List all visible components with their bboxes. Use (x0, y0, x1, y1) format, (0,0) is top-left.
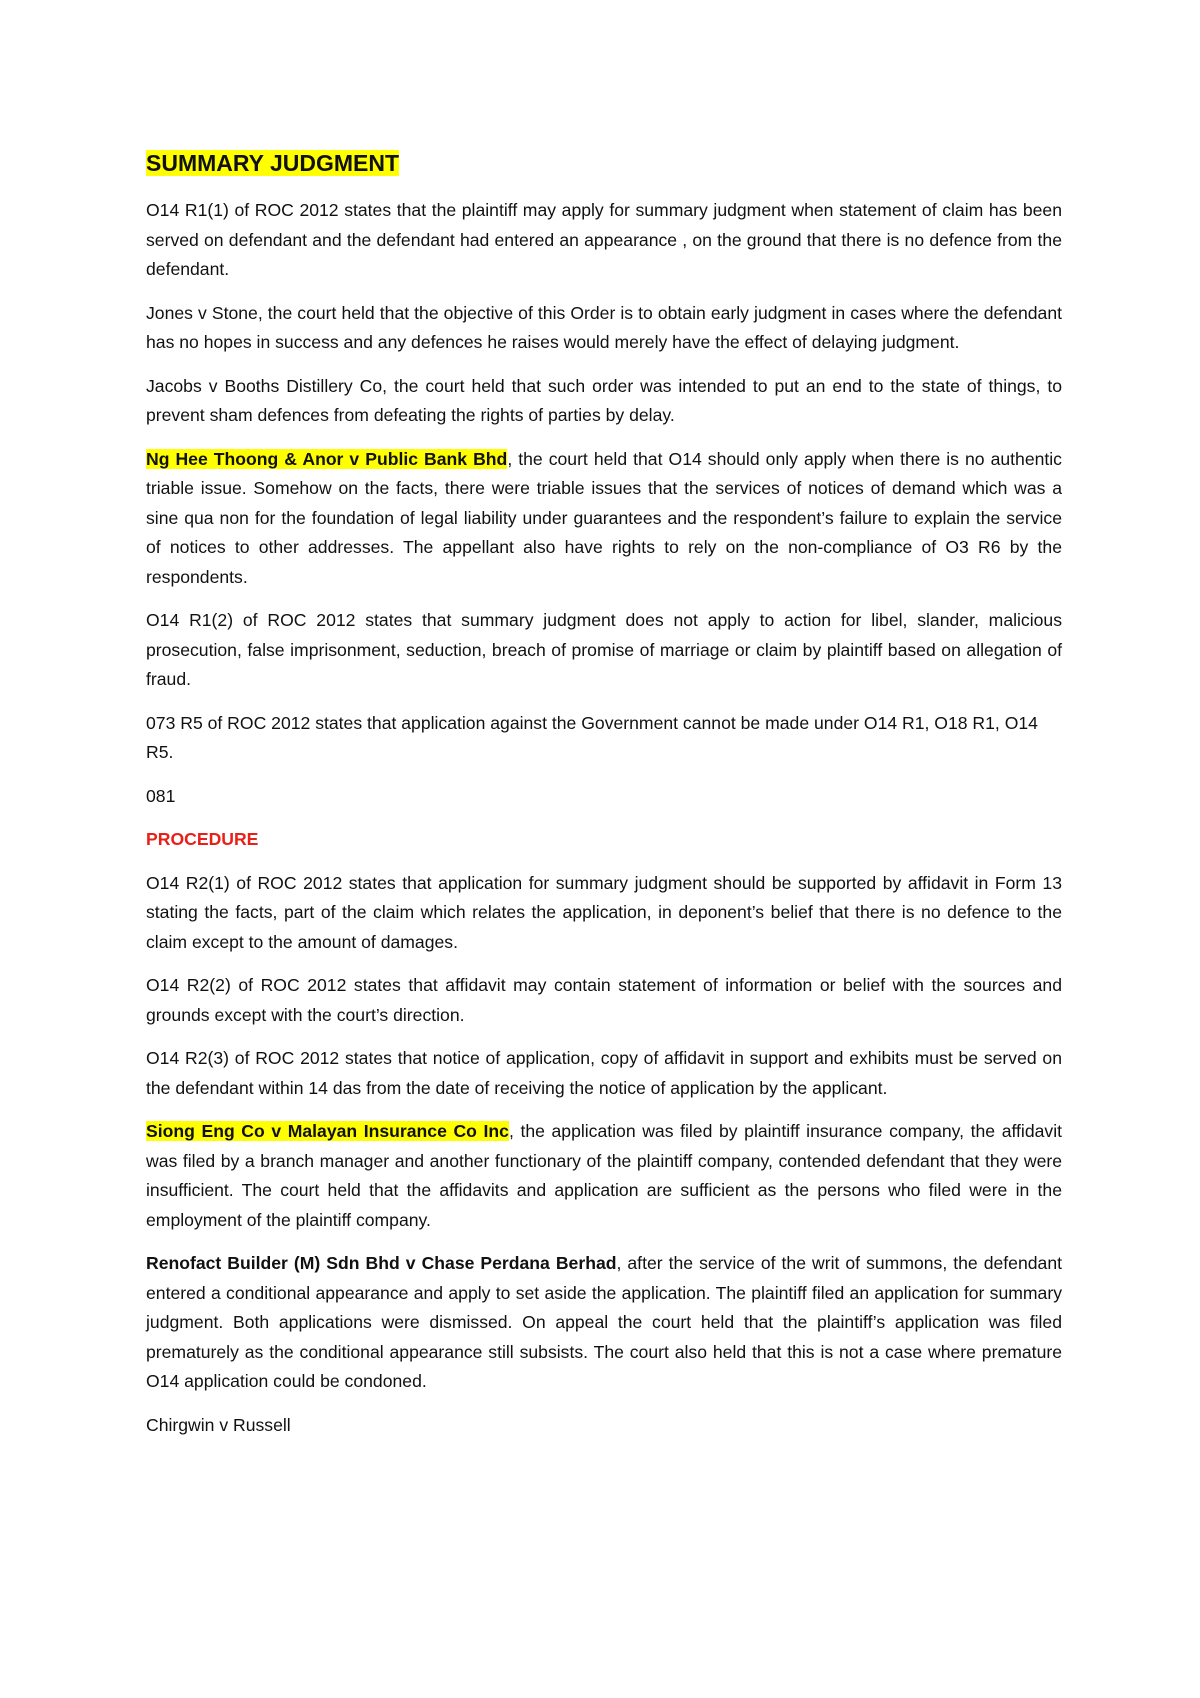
paragraph-ng-hee-thoong (146, 445, 1062, 593)
case-name-ng-hee-thoong: Ng Hee Thoong & Anor v Public Bank Bhd (146, 448, 508, 469)
paragraph-o14-r1-1: O14 R1(1) of ROC 2012 states that the plaintiff may apply for summary judgment when statement of claim has been served on defendant and the defendant had entered an appearance , on the ground that there is no defence from the defendant. (146, 200, 1062, 279)
paragraph-ng-hee-thoong-body: , the court held that O14 should only apply when there is no authentic triable issue. Somehow on the facts, there were triable issues that the services of notices of demand which was a sine qua non for the foundation of legal liability under guarantees and the respondent’s failure to explain the service of notices to other addresses. The appellant also have rights to rely on the non-compliance of O3 R6 by the respondents. (146, 448, 1062, 587)
paragraph-o14-r2-2: O14 R2(2) of ROC 2012 states that affidavit may contain statement of information or belief with the sources and grounds except with the court’s direction. (146, 975, 1062, 1025)
case-name-renofact-builder: Renofact Builder (M) Sdn Bhd v Chase Perdana Berhad (146, 1253, 617, 1273)
document-title-text: SUMMARY JUDGMENT (146, 150, 400, 176)
paragraph-o14-r2-1: O14 R2(1) of ROC 2012 states that application for summary judgment should be supported by affidavit in Form 13 stating the facts, part of the claim which relates the application, in deponent’s belief that there is no defence to the claim except to the amount of damages. (146, 872, 1062, 952)
paragraph-o14-r2-3: O14 R2(3) of ROC 2012 states that notice of application, copy of affidavit in support and exhibits must be served on the defendant within 14 das from the date of receiving the notice of application by the applicant. (146, 1048, 1062, 1098)
paragraph-siong-eng (146, 1117, 1062, 1235)
document-title (146, 148, 1062, 178)
paragraph-renofact-builder-body: , after the service of the writ of summons, the defendant entered a conditional appearance and apply to set aside the application. The plaintiff filed an application for summary judgment. Both applications were dismissed. On appeal the court held that the plaintiff’s application was filed prematurely as the conditional appearance still subsists. The court also held that this is not a case where premature O14 application could be condoned. (146, 1253, 1062, 1391)
paragraph-renofact-builder (146, 1249, 1062, 1397)
paragraph-jones-v-stone: Jones v Stone, the court held that the objective of this Order is to obtain early judgment in cases where the defendant has no hopes in success and any defences he raises would merely have the effect of delaying judgment. (146, 302, 1062, 352)
paragraph-jacobs-v-booths: Jacobs v Booths Distillery Co, the court held that such order was intended to put an end to the state of things, to prevent sham defences from defeating the rights of parties by delay. (146, 375, 1062, 425)
paragraph-chirgwin-v-russell: Chirgwin v Russell (146, 1414, 291, 1435)
case-name-siong-eng: Siong Eng Co v Malayan Insurance Co Inc (146, 1121, 509, 1141)
paragraph-siong-eng-body: , the application was filed by plaintiff insurance company, the affidavit was filed by a branch manager and another functionary of the plaintiff company, contended defendant that they were insufficient. The court held that the affidavits and application are sufficient as the persons who filed were in the employment of the plaintiff company. (146, 1121, 1063, 1230)
paragraph-o73-r5: 073 R5 of ROC 2012 states that application against the Government cannot be made under O14 R1, O18 R1, O14 R5. (146, 712, 1038, 762)
document-page (146, 148, 1062, 1454)
paragraph-o81: 081 (146, 785, 176, 806)
paragraph-o14-r1-2: O14 R1(2) of ROC 2012 states that summary judgment does not apply to action for libel, slander, malicious prosecution, false imprisonment, seduction, breach of promise of marriage or claim by plaintiff based on allegation of fraud. (146, 610, 1062, 689)
procedure-heading: PROCEDURE (146, 829, 259, 849)
